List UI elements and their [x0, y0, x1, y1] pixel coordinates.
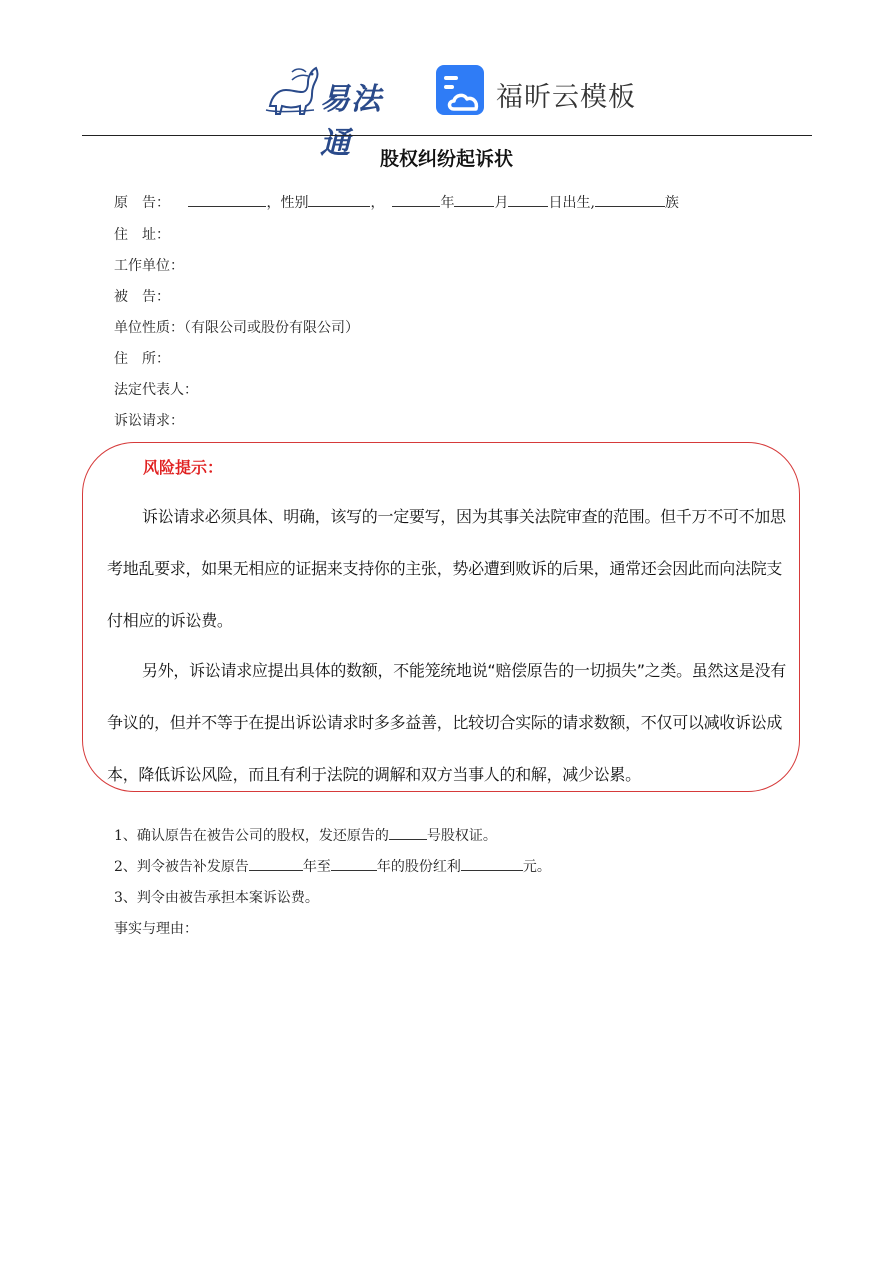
yifatong-logo-text: 易法通 — [320, 82, 382, 161]
residence-label: 住 所： — [114, 351, 170, 367]
month-label: 月 — [494, 195, 509, 211]
plaintiff-line — [114, 192, 679, 212]
ethnicity-blank — [595, 194, 665, 207]
work-unit-label: 工作单位： — [114, 258, 184, 274]
start-year-blank — [249, 858, 303, 871]
gender-label: ，性别 — [266, 195, 309, 211]
year-label: 年 — [440, 195, 455, 211]
unit-nature-label: 单位性质：（有限公司或股份有限公司） — [114, 320, 359, 336]
legal-representative-label: 法定代表人： — [114, 382, 198, 398]
risk-notice-title: 风险提示： — [143, 458, 224, 477]
risk-paragraph-1: 诉讼请求必须具体、明确，该写的一定要写，因为其事关法院审查的范围。但千万不可不加思考地乱要求，如果无相应的证据来支持你的主张，势必遭到败诉的后果，通常还会因此而向法院支付相应的诉讼费。 — [107, 507, 786, 630]
end-year-blank — [331, 858, 377, 871]
claim-1-text-b: 号股权证。 — [426, 828, 497, 844]
yifatong-logo — [262, 62, 412, 161]
birth-year-blank — [392, 194, 440, 207]
certificate-number-blank — [389, 827, 427, 840]
dividend-amount-blank — [461, 858, 523, 871]
defendant-label: 被 告： — [114, 289, 170, 305]
risk-paragraph-2: 另外，诉讼请求应提出具体的数额，不能笼统地说“赔偿原告的一切损失”之类。虽然这是没有争议的，但并不等于在提出诉讼请求时多多益善，比较切合实际的请求数额，不仅可以减收诉讼成本，降低诉讼风险，而且有利于法院的调解和双方当事人的和解，减少讼累。 — [107, 661, 786, 784]
birth-month-blank — [454, 194, 494, 207]
foxit-template-logo-text: 福昕云模板 — [496, 82, 636, 113]
header-divider — [82, 135, 812, 136]
document-title: 股权纠纷起诉状 — [379, 148, 513, 170]
claim-2-text-b: 年至 — [302, 859, 331, 875]
horse-icon — [262, 62, 322, 118]
birth-day-blank — [508, 194, 548, 207]
risk-notice-box — [82, 442, 800, 792]
claim-2-text-a: 2、判令被告补发原告 — [114, 859, 249, 875]
cloud-document-icon — [436, 65, 486, 117]
claim-1-text-a: 1、确认原告在被告公司的股权，发还原告的 — [114, 828, 389, 844]
separator: ， — [370, 195, 385, 211]
facts-and-reasons-label: 事实与理由： — [114, 921, 198, 937]
claim-2-text-c: 年的股份红利 — [376, 859, 461, 875]
ethnicity-label: 族 — [664, 195, 679, 211]
claim-3: 3、判令由被告承担本案诉讼费。 — [114, 890, 319, 906]
born-label: 日出生, — [548, 195, 595, 211]
claims-label: 诉讼请求： — [114, 413, 184, 429]
address-label: 住 址： — [114, 227, 170, 243]
claim-1 — [114, 825, 497, 845]
claim-2 — [114, 856, 551, 876]
plaintiff-label: 原 告： — [114, 195, 170, 211]
claim-2-text-d: 元。 — [522, 859, 551, 875]
gender-blank — [308, 194, 370, 207]
plaintiff-name-blank — [188, 194, 266, 207]
